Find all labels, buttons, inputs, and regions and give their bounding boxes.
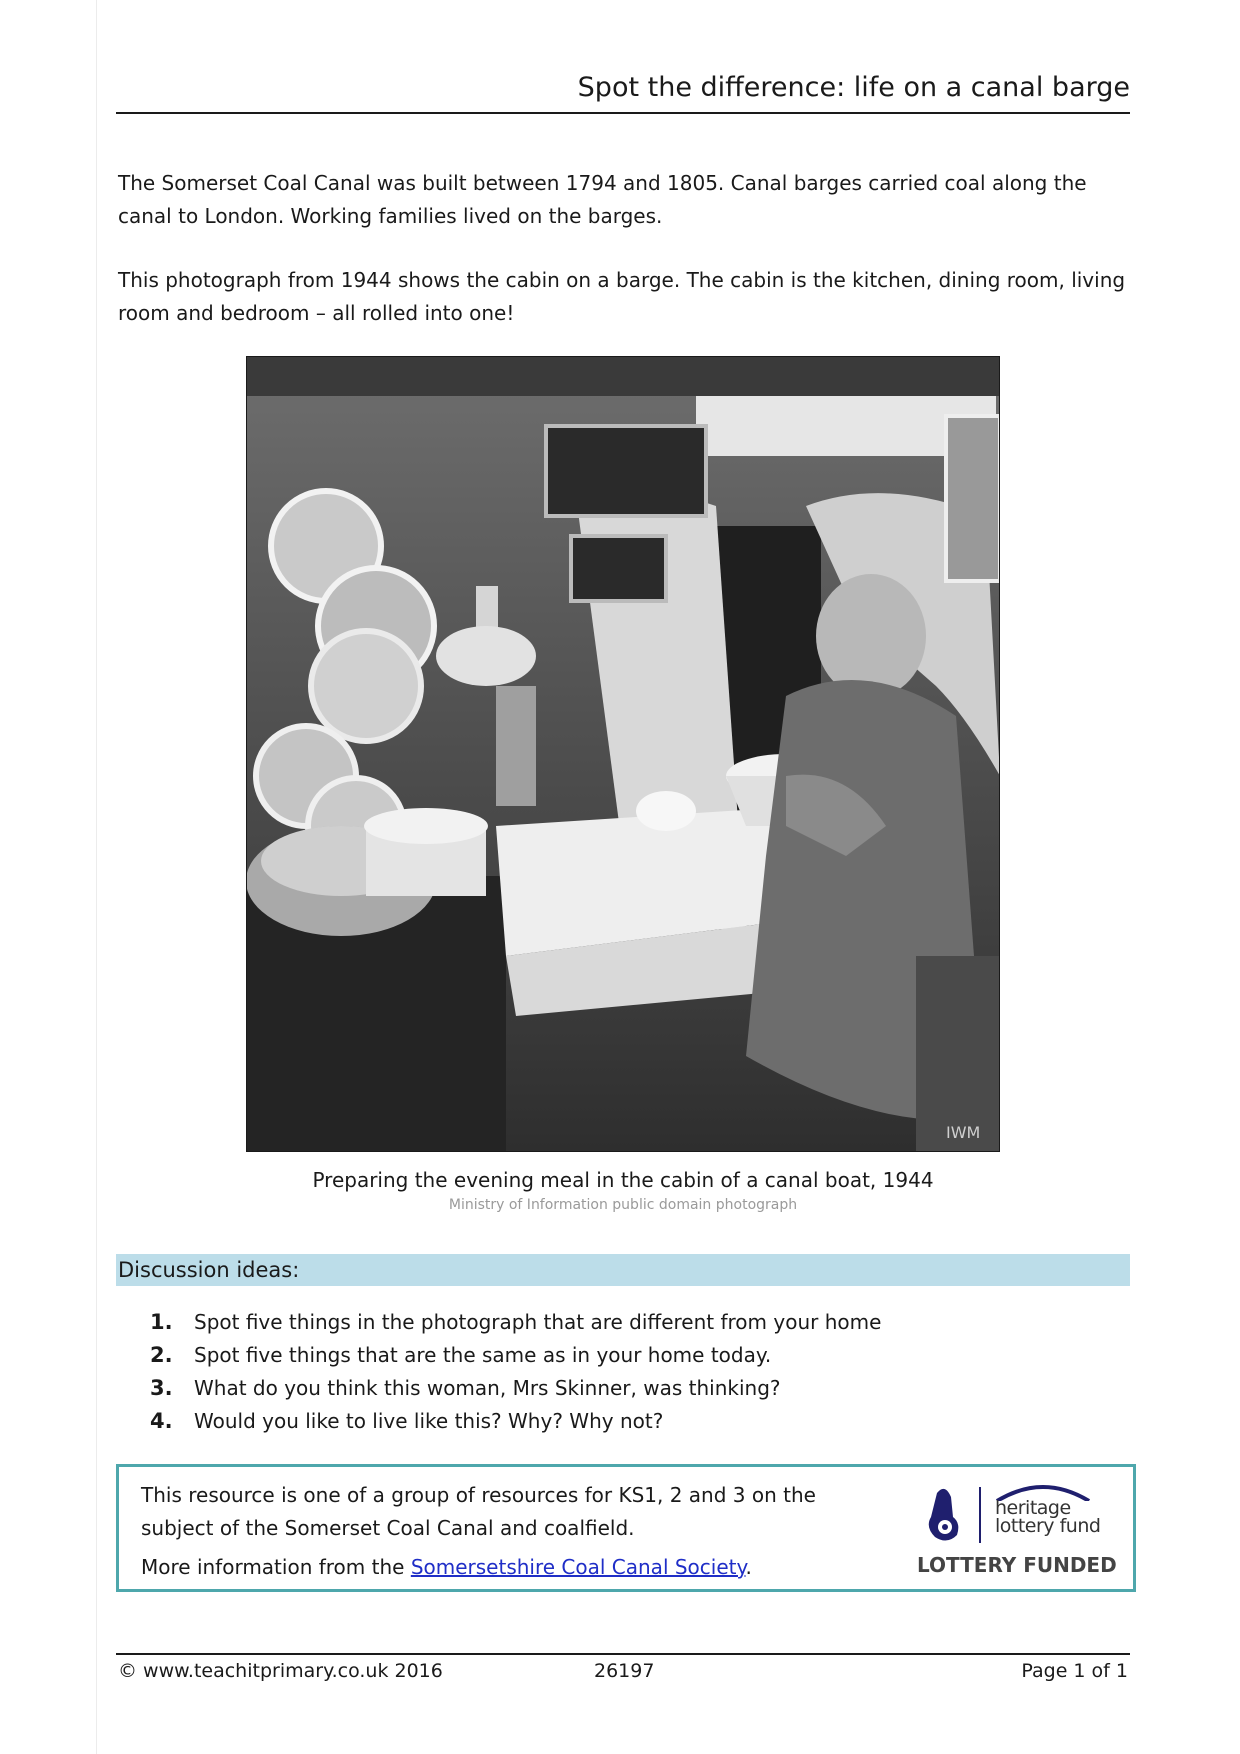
footer-copyright: © www.teachitprimary.co.uk 2016 bbox=[118, 1660, 443, 1682]
item-number: 2. bbox=[150, 1343, 173, 1367]
info-paragraph: This resource is one of a group of resources for KS1, 2 and 3 on the subject of the Somerset Coal Canal and coalfield. bbox=[141, 1483, 816, 1540]
intro-paragraph-1: The Somerset Coal Canal was built between 1794 and 1805. Canal barges carried coal along the canal to London. Working families lived on the barges. bbox=[118, 171, 1087, 228]
item-number: 1. bbox=[150, 1310, 173, 1334]
intro-paragraph-2: This photograph from 1944 shows the cabin on a barge. The cabin is the kitchen, dining room, living room and bedroom – all rolled into one! bbox=[118, 268, 1126, 325]
footer-resource-id: 26197 bbox=[594, 1660, 655, 1682]
footer-rule bbox=[116, 1653, 1130, 1655]
logo-text: lottery fund bbox=[995, 1515, 1101, 1537]
item-text: What do you think this woman, Mrs Skinner, was thinking? bbox=[194, 1376, 781, 1400]
crossed-fingers-icon bbox=[917, 1483, 987, 1547]
info-suffix: . bbox=[745, 1555, 752, 1579]
info-more-paragraph bbox=[141, 1551, 861, 1584]
page-margin-line bbox=[96, 0, 97, 1754]
coal-canal-society-link[interactable]: Somersetshire Coal Canal Society bbox=[410, 1555, 746, 1579]
item-text: Spot five things that are the same as in your home today. bbox=[194, 1343, 772, 1367]
list-item bbox=[150, 1339, 881, 1372]
discussion-list bbox=[150, 1306, 881, 1438]
footer-page-number: Page 1 of 1 bbox=[1021, 1660, 1128, 1682]
logo-text: heritage bbox=[995, 1497, 1071, 1519]
item-number: 3. bbox=[150, 1376, 173, 1400]
header-rule bbox=[116, 112, 1130, 114]
resource-info-box bbox=[116, 1464, 1136, 1592]
discussion-heading: Discussion ideas: bbox=[116, 1254, 1130, 1286]
photo-caption: Preparing the evening meal in the cabin of a canal boat, 1944 bbox=[312, 1168, 934, 1192]
photo-watermark: IWM bbox=[946, 1123, 981, 1142]
item-text: Would you like to live like this? Why? Why not? bbox=[194, 1409, 664, 1433]
heritage-lottery-fund-logo bbox=[917, 1481, 1117, 1577]
list-item bbox=[150, 1405, 881, 1438]
barge-cabin-photo bbox=[246, 356, 1000, 1152]
item-text: Spot five things in the photograph that are different from your home bbox=[194, 1310, 882, 1334]
lottery-funded-text: LOTTERY FUNDED bbox=[917, 1553, 1117, 1577]
item-number: 4. bbox=[150, 1409, 173, 1433]
info-prefix: More information from the bbox=[141, 1555, 411, 1579]
list-item bbox=[150, 1372, 881, 1405]
list-item bbox=[150, 1306, 881, 1339]
info-text bbox=[141, 1479, 861, 1584]
photo-credit: Ministry of Information public domain photograph bbox=[448, 1197, 798, 1213]
page-title: Spot the difference: life on a canal barge bbox=[577, 72, 1130, 103]
